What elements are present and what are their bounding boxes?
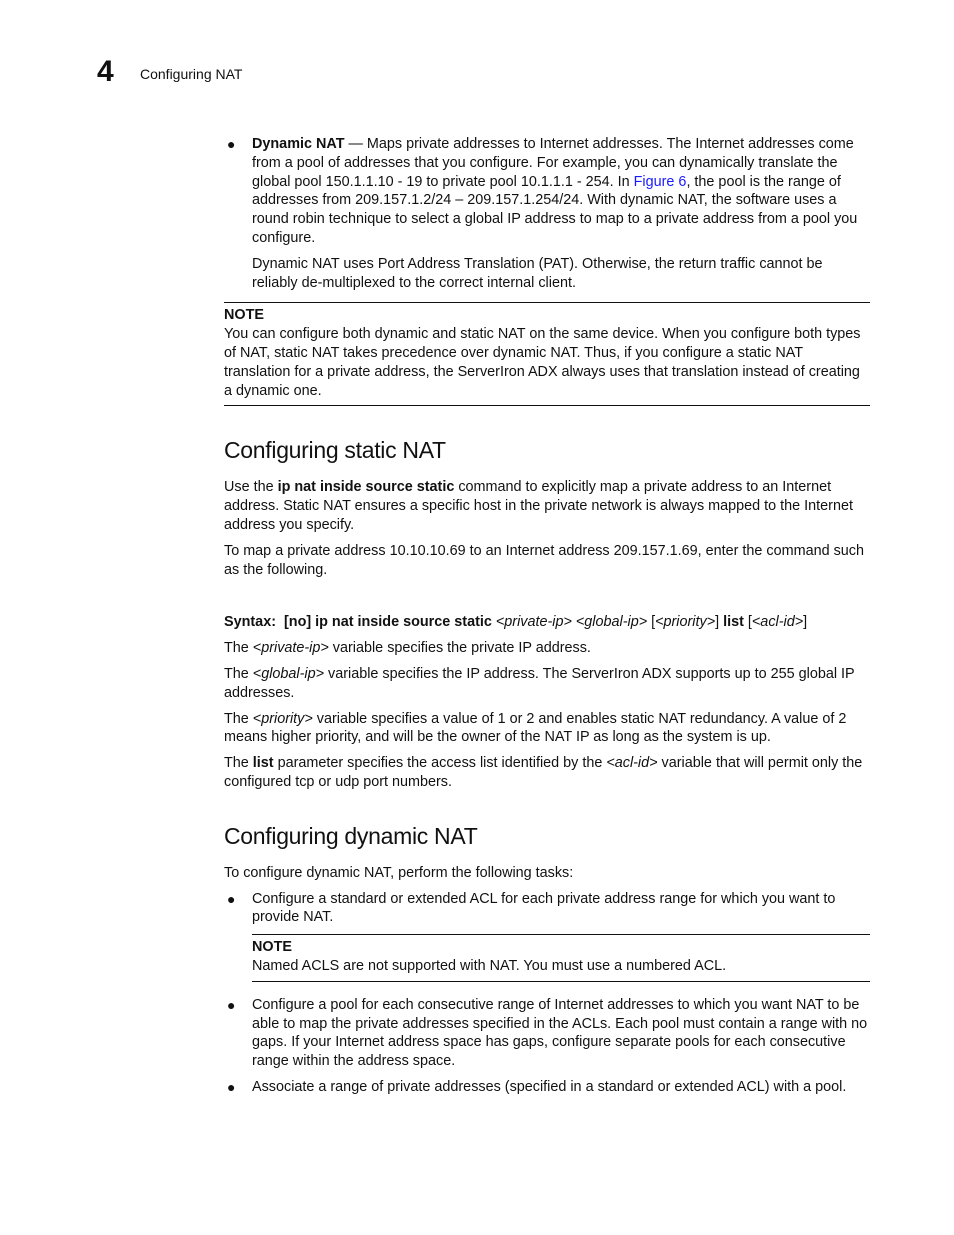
list-item: ● Configure a pool for each consecutive range of Internet addresses to which you want NAT to be able to map the private addresses specified in the ACLs. Each pool must contain a range with no gaps. If your Internet address space has gaps, configure separate pools for each consecutive range within the address space.: [227, 996, 868, 1070]
note-text: You can configure both dynamic and static NAT on the same device. When you configure both types of NAT, static NAT takes precedence over dynamic NAT. Thus, if you configure a static NAT translation for a private address, the ServerIron ADX always uses that translation instead of creating a dynamic one.: [224, 326, 861, 399]
paragraph: The <priority> variable specifies a value of 1 or 2 and enables static NAT redundancy. A value of 2 means higher priority, and will be the owner of the NAT IP as long as the system is up.: [224, 710, 847, 746]
paragraph: Dynamic NAT uses Port Address Translation (PAT). Otherwise, the return traffic cannot be reliably de-multiplexed to the correct internal client.: [252, 255, 823, 291]
paragraph: The list parameter specifies the access list identified by the <acl-id> variable that will permit only the configured tcp or udp port numbers.: [224, 755, 863, 790]
bullet-icon: ●: [227, 890, 236, 907]
note-title: NOTE: [224, 307, 264, 324]
note-box: [224, 302, 870, 406]
paragraph: Use the ip nat inside source static command to explicitly map a private address to an Internet address. Static NAT ensures a specific host in the private network is always mapped to the Internet address you specify.: [224, 479, 853, 533]
task-list-continued: [224, 996, 870, 1097]
list-item: ● Dynamic NAT — Maps private addresses to Internet addresses. The Internet addresses come from a pool of addresses that you configure. For example, you can dynamically translate the global pool 150.1.1.10 - 19 to private pool 10.1.1.1 - 254. In Figure 6, the pool is the range of addresses from 209.157.1.2/24 – 209.157.1.254/24. With dynamic NAT, the software uses a round robin technique to select a global IP address to map to a private address from a pool you configure. Dynamic NAT uses Port Address Translation (PAT). Otherwise, the return traffic cannot be reliably de-multiplexed to the correct internal client.: [224, 135, 870, 292]
paragraph: To configure dynamic NAT, perform the following tasks:: [224, 864, 574, 881]
bullet-icon: ●: [227, 996, 236, 1013]
section-heading-static: Configuring static NAT: [224, 437, 446, 464]
list-item: ● Configure a standard or extended ACL for each private address range for which you want to provide NAT.: [227, 890, 836, 926]
note-box: [252, 934, 870, 982]
paragraph: The <private-ip> variable specifies the private IP address.: [224, 640, 591, 657]
term: Dynamic NAT: [252, 136, 345, 152]
paragraph: To map a private address 10.10.10.69 to an Internet address 209.157.1.69, enter the command such as the following.: [224, 542, 864, 578]
figure-link[interactable]: Figure 6: [633, 173, 687, 190]
page-content: [224, 135, 870, 1104]
syntax-line: Syntax: [no] ip nat inside source static <private-ip> <global-ip> [<priority>] list [<acl-id>]: [224, 614, 808, 631]
intro-bullet-list: [224, 135, 870, 292]
chapter-title: Configuring NAT: [140, 66, 243, 82]
note-title: NOTE: [252, 939, 292, 956]
section-heading-dynamic: Configuring dynamic NAT: [224, 822, 478, 849]
note-text: Named ACLS are not supported with NAT. You must use a numbered ACL.: [252, 957, 727, 974]
paragraph: The <global-ip> variable specifies the IP address. The ServerIron ADX supports up to 255 global IP addresses.: [224, 665, 855, 701]
command: ip nat inside source static: [277, 479, 455, 496]
bullet-icon: ●: [227, 136, 236, 152]
chapter-number: 4: [97, 55, 114, 88]
task-list: [224, 890, 870, 928]
bullet-icon: ●: [227, 1078, 236, 1095]
list-item: ● Associate a range of private addresses (specified in a standard or extended ACL) with a pool.: [227, 1078, 847, 1095]
